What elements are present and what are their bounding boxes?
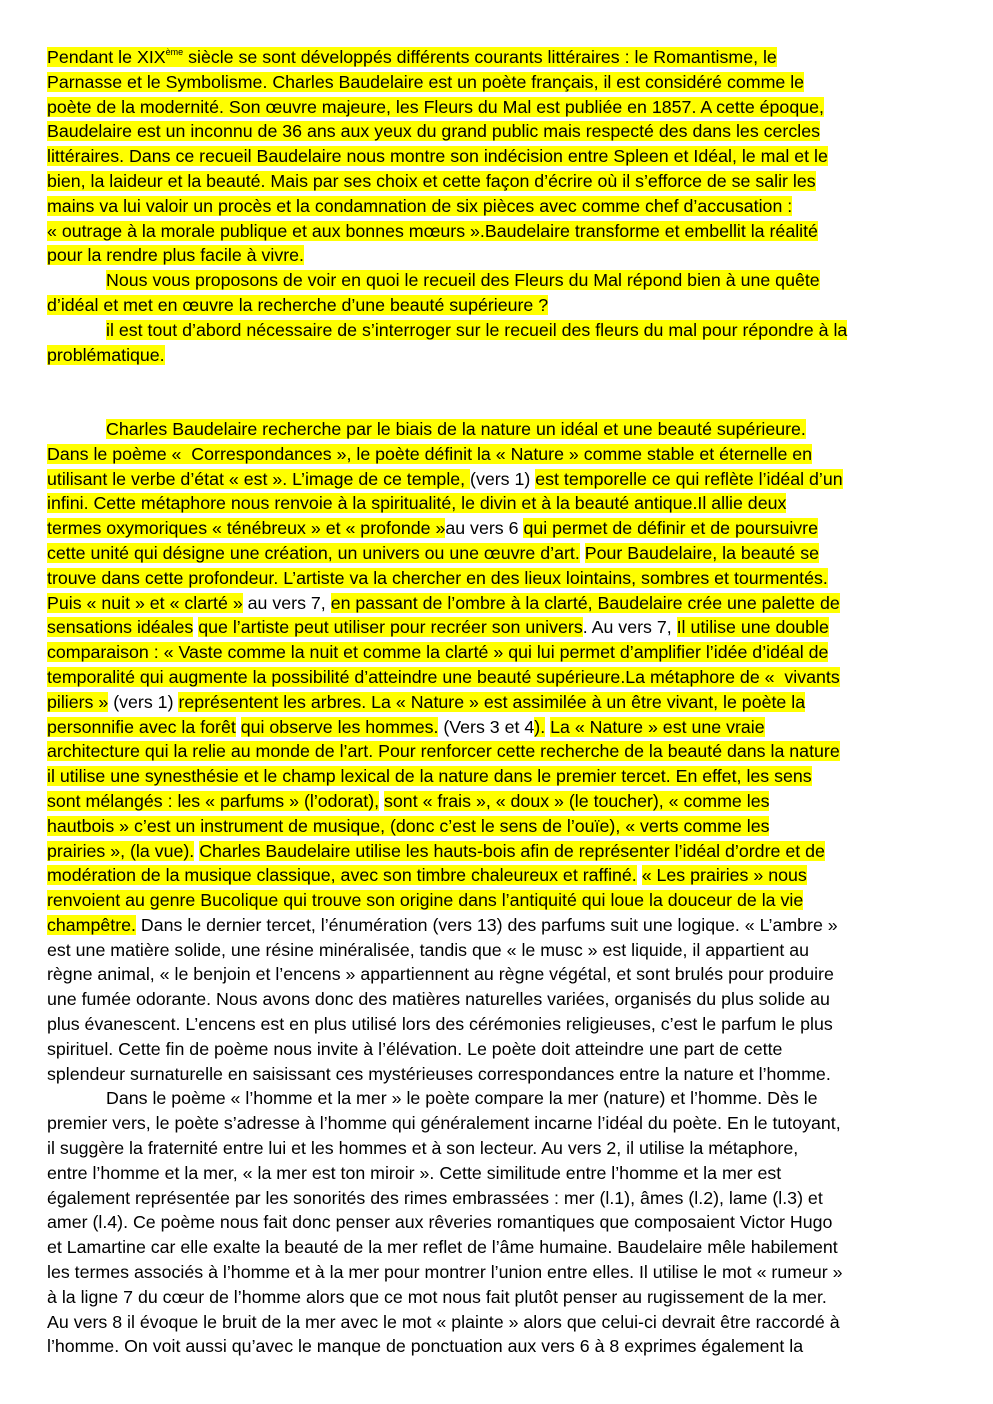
text-line [47,318,953,343]
highlighted-text: Parnasse et le Symbolisme. Charles Baudelaire est un poète français, il est considéré comme le [47,71,805,92]
text-line [47,764,953,789]
text-line [47,591,953,616]
highlighted-text: qui observe les hommes. [240,716,439,737]
highlighted-text: termes oxymoriques « ténébreux » et « profonde » [47,518,446,539]
plain-text: splendeur surnaturelle en saisissant ces mystérieuses correspondances entre la nature et l’homme. [47,1063,831,1084]
highlighted-text: est temporelle ce qui reflète l’idéal d’un [535,468,843,489]
text-line [47,566,953,591]
plain-text: plus évanescent. L’encens est en plus utilisé lors des cérémonies religieuses, c’est le parfum le plus [47,1014,833,1035]
highlighted-text: problématique. [47,344,165,365]
text-line [47,1012,953,1037]
text-line [47,938,953,963]
text-line [47,467,953,492]
text-line [47,70,953,95]
text-line [47,343,953,368]
text-line [47,690,953,715]
text-line [47,169,953,194]
text-line [47,1210,953,1235]
plain-text: Au vers 8 il évoque le bruit de la mer avec le mot « plainte » alors que celui-ci devrait être raccordé à [47,1311,840,1332]
text-line [47,1111,953,1136]
text-line [47,665,953,690]
text-line [47,1260,953,1285]
document-page [47,45,953,1359]
highlighted-text: il est tout d’abord nécessaire de s’interroger sur le recueil des fleurs du mal pour répondre à la [106,319,848,340]
plain-text: amer (l.4). Ce poème nous fait donc penser aux rêveries romantiques que composaient Victor Hugo [47,1212,833,1233]
plain-text: premier vers, le poète s’adresse à l’homme qui généralement incarne l’idéal du poète. En le tutoyant, [47,1113,841,1134]
text-line [47,95,953,120]
highlighted-text: piliers » [47,691,109,712]
text-line [47,194,953,219]
text-line [47,293,953,318]
highlighted-text: architecture qui la relie au monde de l’art. Pour renforcer cette recherche de la beauté dans la nature [47,741,840,762]
highlighted-text: littéraires. Dans ce recueil Baudelaire nous montre son indécision entre Spleen et Idéal, le mal et le [47,146,828,167]
text-line [47,144,953,169]
text-line [47,1037,953,1062]
highlighted-text: Pendant le XIX [47,47,166,67]
highlighted-text: hautbois » c’est un instrument de musique, (donc c’est le sens de l’ouïe), « verts comme les [47,815,770,836]
text-line [47,615,953,640]
highlighted-text: infini. Cette métaphore nous renvoie à la spiritualité, le divin et à la beauté antique.Il allie deux [47,493,787,514]
text-line [47,491,953,516]
plain-text: (Vers 3 et 4 [438,716,535,737]
text-line [47,516,953,541]
highlighted-text: prairies », (la vue). [47,840,195,861]
highlighted-text: « Les prairies » nous [641,865,807,886]
plain-text: . Au vers 7, [582,617,677,638]
plain-text: une fumée odorante. Nous avons donc des matières naturelles variées, organisés du plus solide au [47,989,830,1010]
highlighted-text: renvoient au genre Bucolique qui trouve son origine dans l’antiquité qui loue la douceur de la vie [47,890,804,911]
plain-text: entre l’homme et la mer, « la mer est ton miroir ». Cette similitude entre l’homme et la mer est [47,1162,782,1183]
paragraph [47,45,953,268]
text-line [47,888,953,913]
blank-line [47,392,953,417]
highlighted-text: qui permet de définir et de poursuivre [523,518,818,539]
highlighted-text: poète de la modernité. Son œuvre majeure, les Fleurs du Mal est publiée en 1857. A cette époque, [47,96,824,117]
highlighted-text: pour la rendre plus facile à vivre. [47,245,304,266]
highlighted-text: sont « frais », « doux » (le toucher), « comme les [384,790,770,811]
plain-text [637,865,642,885]
text-line [47,839,953,864]
text-line [47,1334,953,1359]
highlighted-text [166,47,184,67]
highlighted-text: modération de la musique classique, avec son timbre chaleureux et raffiné. [47,865,637,886]
highlighted-text: trouve dans cette profondeur. L’artiste va la chercher en des lieux lointains, sombres et tourmentés. [47,567,828,588]
text-line [47,1161,953,1186]
text-line [47,1235,953,1260]
plain-text: au vers 7, [242,592,331,613]
highlighted-text: utilisant le verbe d’état « est ». L’image de ce temple, [47,468,471,489]
highlighted-text: Charles Baudelaire utilise les hauts-bois afin de représenter l’idéal d’ordre et de [199,840,825,861]
text-line [47,715,953,740]
plain-text: l’homme. On voit aussi qu’avec le manque de ponctuation aux vers 6 à 8 exprimes également la [47,1336,804,1357]
highlighted-text: que l’artiste peut utiliser pour recréer son univers [198,617,583,638]
text-line [47,1285,953,1310]
highlighted-text: Baudelaire est un inconnu de 36 ans aux yeux du grand public mais respecté des dans les cercles [47,121,820,142]
plain-text: (vers 1) [108,691,179,712]
text-line [47,219,953,244]
plain-text: est une matière solide, une résine minéralisée, tandis que « le musc » est liquide, il appartient au [47,939,810,960]
plain-text: Dans le dernier tercet, l’énumération (vers 13) des parfums suit une logique. « L’ambre » [135,914,838,935]
superscript-text: ème [165,47,184,57]
plain-text: et Lamartine car elle exalte la beauté de la mer reflet de l’âme humaine. Baudelaire mêle habilement [47,1237,838,1258]
text-line [47,1136,953,1161]
highlighted-text: sensations idéales [47,617,194,638]
text-line [47,962,953,987]
plain-text: également représentée par les sonorités des rimes embrassées : mer (l.1), âmes (l.2), lame (l.3) et [47,1187,823,1208]
highlighted-text: Puis « nuit » et « clarté » [47,592,243,613]
highlighted-text: représentent les arbres. La « Nature » est assimilée à un être vivant, le poète la [178,691,806,712]
paragraph [47,268,953,318]
plain-text [236,717,241,737]
plain-text: les termes associés à l’homme et à la mer pour montrer l’union entre elles. Il utilise le mot « rumeur » [47,1262,843,1283]
text-line [47,1086,953,1111]
highlighted-text: en passant de l’ombre à la clarté, Baudelaire crée une palette de [330,592,840,613]
plain-text: il suggère la fraternité entre lui et les hommes et à son lecteur. Au vers 2, il utilise la métaphore, [47,1138,799,1159]
plain-text: spirituel. Cette fin de poème nous invite à l’élévation. Le poète doit atteindre une part de cette [47,1038,783,1059]
highlighted-text: sont mélangés : les « parfums » (l’odorat), [47,790,380,811]
text-line [47,243,953,268]
blank-line [47,367,953,392]
highlighted-text: « outrage à la morale publique et aux bonnes mœurs ».Baudelaire transforme et embellit la réalité [47,220,818,241]
highlighted-text: siècle se sont développés différents courants littéraires : le Romantisme, le [183,47,777,67]
highlighted-text: bien, la laideur et la beauté. Mais par ses choix et cette façon d’écrire où il s’efforce de se salir les [47,170,816,191]
text-line [47,268,953,293]
text-line [47,442,953,467]
text-line [47,913,953,938]
text-line [47,541,953,566]
text-line [47,863,953,888]
text-line [47,789,953,814]
plain-text: Dans le poème « l’homme et la mer » le poète compare la mer (nature) et l’homme. Dès le [106,1088,818,1109]
highlighted-text: La « Nature » est une vraie [550,716,765,737]
highlighted-text: champêtre. [47,914,136,935]
text-line [47,417,953,442]
highlighted-text: il utilise une synesthésie et le champ lexical de la nature dans le premier tercet. En effet, les sens [47,766,812,787]
highlighted-text: temporalité qui augmente la possibilité d’atteindre une beauté supérieure.La métaphore de « vivants [47,666,840,687]
text-line [47,1310,953,1335]
plain-text: à la ligne 7 du cœur de l’homme alors que ce mot nous fait plutôt penser au rugissement de la mer. [47,1286,827,1307]
paragraph [47,417,953,1087]
text-line [47,987,953,1012]
highlighted-text: Il utilise une double [676,617,829,638]
highlighted-text: personnifie avec la forêt [47,716,236,737]
text-line [47,45,953,70]
highlighted-text: mains va lui valoir un procès et la condamnation de six pièces avec comme chef d’accusation : [47,195,793,216]
highlighted-text: cette unité qui désigne une création, un univers ou une œuvre d’art. [47,542,580,563]
highlighted-text: d’idéal et met en œuvre la recherche d’une beauté supérieure ? [47,294,549,315]
paragraph [47,318,953,368]
text-line [47,739,953,764]
highlighted-text: Pour Baudelaire, la beauté se [584,542,820,563]
text-line [47,1062,953,1087]
paragraph [47,1086,953,1359]
text-line [47,640,953,665]
plain-text: au vers 6 [445,518,524,539]
text-line [47,1186,953,1211]
highlighted-text: Charles Baudelaire recherche par le biais de la nature un idéal et une beauté supérieure. [106,418,806,439]
text-line [47,814,953,839]
highlighted-text: Dans le poème « Correspondances », le poète définit la « Nature » comme stable et éternelle en [47,443,813,464]
plain-text [580,543,585,563]
plain-text: règne animal, « le benjoin et l’encens » appartiennent au règne végétal, et sont brulés pour produire [47,964,834,985]
highlighted-text: Nous vous proposons de voir en quoi le recueil des Fleurs du Mal répond bien à une quête [106,270,820,291]
highlighted-text: comparaison : « Vaste comme la nuit et comme la clarté » qui lui permet d’amplifier l’idée d’idéal de [47,642,829,663]
text-line [47,119,953,144]
highlighted-text: ). [534,716,546,737]
plain-text: (vers 1) [470,468,536,489]
